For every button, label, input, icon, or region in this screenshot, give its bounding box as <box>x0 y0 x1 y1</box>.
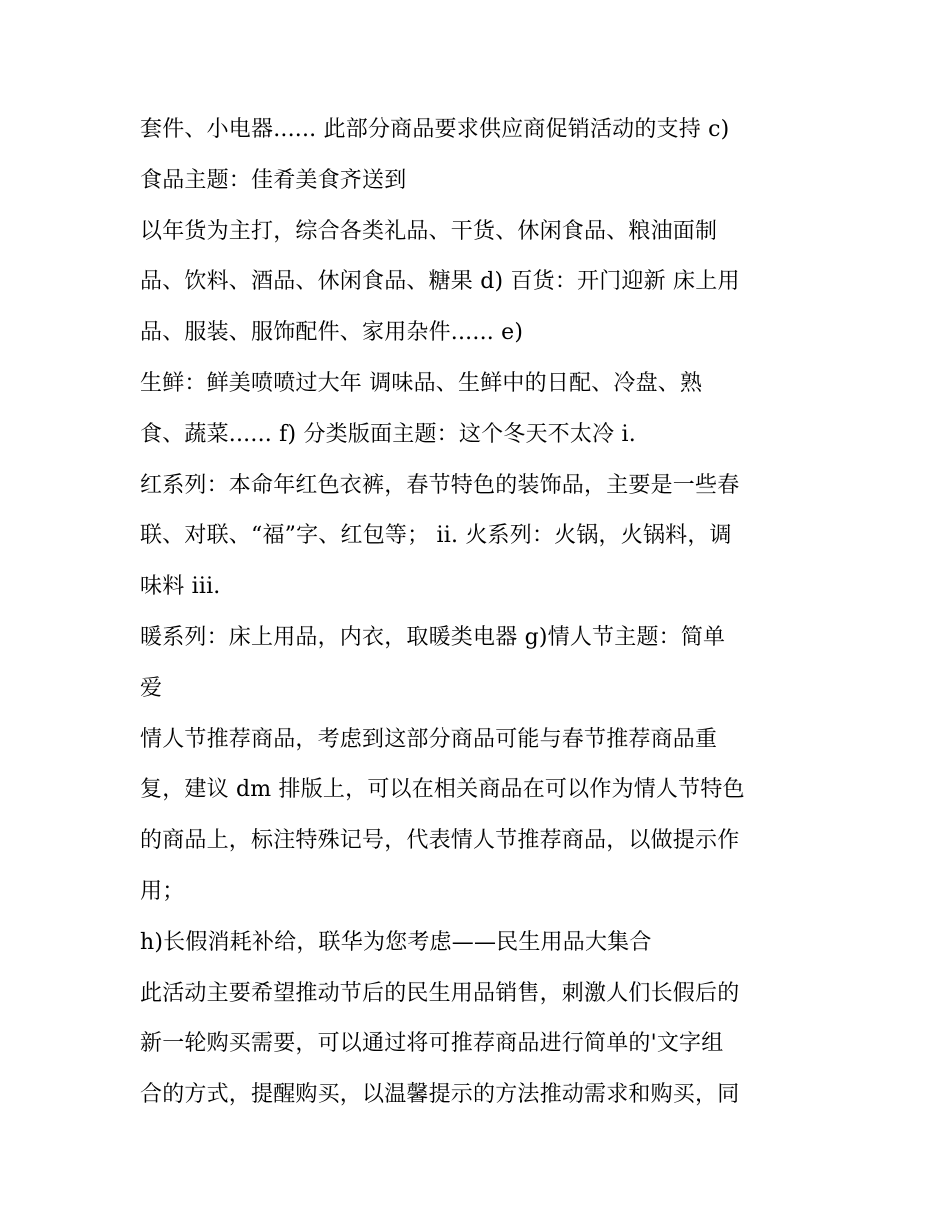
text-line: 红系列：本命年红色衣裤，春节特色的装饰品，主要是一些春 <box>140 472 740 498</box>
text-line: h)长假消耗补给，联华为您考虑——民生用品大集合 <box>140 929 652 955</box>
text-line: 的商品上，标注特殊记号，代表情人节推荐商品，以做提示作 <box>140 828 740 854</box>
text-line: 合的方式，提醒购买，以温馨提示的方法推动需求和购买，同 <box>140 1082 740 1108</box>
text-line: 情人节推荐商品，考虑到这部分商品可能与春节推荐商品重 <box>140 726 718 752</box>
text-line: 此活动主要希望推动节后的民生用品销售，刺激人们长假后的 <box>140 980 740 1006</box>
text-line: 复，建议 dm 排版上，可以在相关商品在可以作为情人节特色 <box>140 777 745 803</box>
text-line: 食、蔬菜...... f) 分类版面主题：这个冬天不太冷 i. <box>140 421 636 447</box>
text-line: 以年货为主打，综合各类礼品、干货、休闲食品、粮油面制 <box>140 218 718 244</box>
text-line: 套件、小电器...... 此部分商品要求供应商促销活动的支持 c) <box>140 117 730 142</box>
text-line: 品、服装、服饰配件、家用杂件...... e) <box>140 320 524 346</box>
body-text <box>140 108 830 1124</box>
text-line: 暖系列：床上用品，内衣，取暖类电器 g)情人节主题：简单 <box>140 624 726 650</box>
text-line: 品、饮料、酒品、休闲食品、糖果 d) 百货：开门迎新 床上用 <box>140 269 740 295</box>
text-line: 联、对联、“福”字、红包等； ii. 火系列：火锅，火锅料，调 <box>140 523 732 549</box>
text-line: 味料 iii. <box>140 574 221 600</box>
text-line: 新一轮购买需要，可以通过将可推荐商品进行简单的'文字组 <box>140 1031 724 1057</box>
text-line: 用； <box>140 878 185 904</box>
text-line: 生鲜：鲜美喷喷过大年 调味品、生鲜中的日配、冷盘、熟 <box>140 370 703 396</box>
text-line: 爱 <box>140 675 163 701</box>
text-line: 食品主题：佳肴美食齐送到 <box>140 167 407 193</box>
